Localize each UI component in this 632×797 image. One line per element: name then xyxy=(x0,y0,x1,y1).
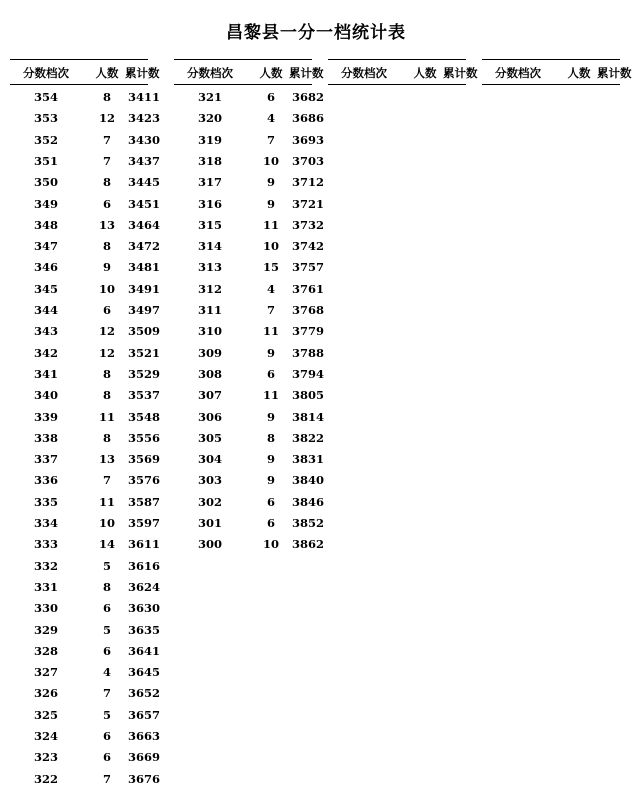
cell-cumulative: 3831 xyxy=(291,452,324,467)
cell-score: 324 xyxy=(33,729,58,743)
cell-count: 15 xyxy=(262,260,279,275)
cell-count: 12 xyxy=(98,324,115,339)
table-row xyxy=(10,345,160,367)
cell-score: 309 xyxy=(197,345,222,360)
table-row xyxy=(174,90,324,111)
cell-count: 8 xyxy=(102,579,111,594)
table-row xyxy=(10,153,160,175)
cell-cumulative: 3822 xyxy=(291,430,324,445)
cell-cumulative: 3616 xyxy=(127,558,160,573)
table-row xyxy=(10,750,160,771)
cell-score: 318 xyxy=(197,153,222,168)
cell-cumulative: 3611 xyxy=(127,537,160,552)
header-score: 分数档次 xyxy=(23,66,69,80)
cell-count: 8 xyxy=(102,175,111,190)
cell-score: 354 xyxy=(33,90,58,104)
cell-count: 8 xyxy=(102,90,111,104)
cell-cumulative: 3529 xyxy=(127,366,160,381)
cell-count: 11 xyxy=(98,409,115,424)
cell-count: 11 xyxy=(262,324,279,339)
table-row xyxy=(10,452,160,473)
cell-score: 307 xyxy=(197,388,222,403)
cell-count: 9 xyxy=(266,196,275,211)
cell-cumulative: 3669 xyxy=(127,750,160,765)
header-score: 分数档次 xyxy=(341,66,387,80)
table-row xyxy=(174,281,324,303)
cell-score: 314 xyxy=(197,239,222,254)
table-row xyxy=(10,281,160,303)
table-row xyxy=(174,430,324,452)
cell-score: 316 xyxy=(197,196,222,211)
table-header-rule xyxy=(328,84,466,85)
cell-cumulative: 3814 xyxy=(291,409,324,424)
header-cumulative: 累计数 xyxy=(289,66,324,80)
cell-cumulative: 3624 xyxy=(127,579,160,594)
cell-count: 7 xyxy=(102,473,111,488)
header-cumulative: 累计数 xyxy=(597,66,632,80)
cell-cumulative: 3676 xyxy=(127,771,160,786)
cell-count: 7 xyxy=(102,132,111,147)
cell-count: 8 xyxy=(266,430,275,445)
cell-count: 9 xyxy=(266,175,275,190)
cell-count: 11 xyxy=(98,494,115,509)
table-row xyxy=(10,239,160,260)
cell-count: 8 xyxy=(102,366,111,381)
header-score: 分数档次 xyxy=(187,66,233,80)
cell-score: 315 xyxy=(197,217,222,232)
header-count: 人数 xyxy=(95,66,119,80)
cell-count: 7 xyxy=(266,303,275,317)
cell-count: 13 xyxy=(98,217,115,232)
cell-score: 338 xyxy=(33,430,58,445)
cell-count: 6 xyxy=(102,196,111,211)
cell-cumulative: 3761 xyxy=(291,281,324,296)
cell-count: 6 xyxy=(266,516,275,530)
cell-score: 310 xyxy=(197,324,222,339)
cell-cumulative: 3445 xyxy=(127,175,160,190)
table-row xyxy=(174,409,324,431)
cell-cumulative: 3742 xyxy=(291,239,324,254)
cell-cumulative: 3693 xyxy=(291,132,324,147)
cell-cumulative: 3794 xyxy=(291,366,324,381)
table-row xyxy=(10,366,160,388)
cell-cumulative: 3682 xyxy=(291,90,324,104)
table-top-rule xyxy=(328,59,466,60)
cell-score: 335 xyxy=(33,494,58,509)
table-row xyxy=(10,303,160,324)
cell-cumulative: 3757 xyxy=(291,260,324,275)
table-top-rule xyxy=(174,59,312,60)
cell-cumulative: 3862 xyxy=(291,537,324,552)
table-row xyxy=(10,665,160,686)
cell-score: 302 xyxy=(197,494,222,509)
cell-cumulative: 3556 xyxy=(127,430,160,445)
cell-cumulative: 3537 xyxy=(127,388,160,403)
table-row xyxy=(174,260,324,281)
cell-count: 11 xyxy=(262,217,279,232)
cell-score: 346 xyxy=(33,260,58,275)
cell-count: 6 xyxy=(102,729,111,743)
table-row xyxy=(174,111,324,132)
table-top-rule xyxy=(482,59,620,60)
cell-count: 7 xyxy=(102,771,111,786)
cell-cumulative: 3587 xyxy=(127,494,160,509)
table-row xyxy=(174,494,324,516)
cell-count: 6 xyxy=(102,303,111,317)
cell-count: 14 xyxy=(98,537,115,552)
cell-cumulative: 3840 xyxy=(291,473,324,488)
cell-score: 306 xyxy=(197,409,222,424)
cell-count: 6 xyxy=(266,366,275,381)
table-row xyxy=(10,324,160,345)
cell-cumulative: 3509 xyxy=(127,324,160,339)
cell-cumulative: 3635 xyxy=(127,622,160,637)
cell-count: 12 xyxy=(98,111,115,126)
table-row xyxy=(10,132,160,154)
table-row xyxy=(10,494,160,516)
cell-cumulative: 3779 xyxy=(291,324,324,339)
table-row xyxy=(10,473,160,494)
cell-count: 4 xyxy=(266,281,275,296)
cell-cumulative: 3411 xyxy=(127,90,160,104)
header-score: 分数档次 xyxy=(495,66,541,80)
cell-score: 343 xyxy=(33,324,58,339)
cell-score: 322 xyxy=(33,771,58,786)
cell-score: 350 xyxy=(33,175,58,190)
cell-cumulative: 3686 xyxy=(291,111,324,126)
table-row xyxy=(174,366,324,388)
cell-count: 10 xyxy=(262,239,279,254)
cell-count: 4 xyxy=(102,665,111,680)
cell-score: 317 xyxy=(197,175,222,190)
cell-score: 337 xyxy=(33,452,58,467)
cell-cumulative: 3569 xyxy=(127,452,160,467)
cell-score: 320 xyxy=(197,111,222,126)
cell-cumulative: 3630 xyxy=(127,601,160,616)
cell-cumulative: 3430 xyxy=(127,132,160,147)
table-row xyxy=(10,771,160,793)
cell-cumulative: 3788 xyxy=(291,345,324,360)
cell-cumulative: 3472 xyxy=(127,239,160,254)
cell-count: 10 xyxy=(98,516,115,530)
table-row xyxy=(10,111,160,132)
cell-score: 330 xyxy=(33,601,58,616)
table-row xyxy=(10,196,160,218)
cell-score: 339 xyxy=(33,409,58,424)
cell-cumulative: 3645 xyxy=(127,665,160,680)
cell-score: 321 xyxy=(197,90,222,104)
table-row xyxy=(10,537,160,558)
cell-count: 4 xyxy=(266,111,275,126)
cell-cumulative: 3852 xyxy=(291,516,324,530)
page-title: 昌黎县一分一档统计表 xyxy=(226,23,406,43)
table-row xyxy=(174,324,324,345)
table-row xyxy=(174,345,324,367)
cell-score: 340 xyxy=(33,388,58,403)
cell-count: 9 xyxy=(266,409,275,424)
table-row xyxy=(174,473,324,494)
cell-cumulative: 3437 xyxy=(127,153,160,168)
cell-cumulative: 3703 xyxy=(291,153,324,168)
table-row xyxy=(10,707,160,729)
cell-count: 6 xyxy=(266,90,275,104)
cell-score: 319 xyxy=(197,132,222,147)
cell-score: 331 xyxy=(33,579,58,594)
table-row xyxy=(10,729,160,750)
cell-cumulative: 3491 xyxy=(127,281,160,296)
cell-score: 311 xyxy=(197,303,222,317)
cell-score: 326 xyxy=(33,686,58,701)
table-header-rule xyxy=(174,84,312,85)
table-row xyxy=(10,430,160,452)
cell-count: 6 xyxy=(102,643,111,658)
table-row xyxy=(10,516,160,537)
cell-cumulative: 3597 xyxy=(127,516,160,530)
table-row xyxy=(10,90,160,111)
cell-score: 303 xyxy=(197,473,222,488)
cell-score: 328 xyxy=(33,643,58,658)
cell-cumulative: 3521 xyxy=(127,345,160,360)
cell-count: 8 xyxy=(102,239,111,254)
cell-count: 5 xyxy=(102,707,111,722)
table-row xyxy=(10,579,160,601)
cell-score: 301 xyxy=(197,516,222,530)
cell-count: 6 xyxy=(102,601,111,616)
cell-count: 8 xyxy=(102,388,111,403)
table-row xyxy=(10,409,160,431)
cell-score: 329 xyxy=(33,622,58,637)
table-row xyxy=(174,537,324,558)
cell-count: 9 xyxy=(266,473,275,488)
cell-cumulative: 3548 xyxy=(127,409,160,424)
cell-score: 336 xyxy=(33,473,58,488)
cell-cumulative: 3481 xyxy=(127,260,160,275)
table-header-rule xyxy=(482,84,620,85)
cell-score: 352 xyxy=(33,132,58,147)
table-row xyxy=(10,686,160,707)
table-row xyxy=(10,558,160,580)
table-row xyxy=(174,175,324,196)
cell-score: 344 xyxy=(33,303,58,317)
cell-score: 345 xyxy=(33,281,58,296)
cell-count: 9 xyxy=(266,345,275,360)
cell-score: 308 xyxy=(197,366,222,381)
cell-cumulative: 3652 xyxy=(127,686,160,701)
cell-count: 6 xyxy=(102,750,111,765)
table-row xyxy=(174,239,324,260)
cell-score: 347 xyxy=(33,239,58,254)
cell-score: 325 xyxy=(33,707,58,722)
cell-count: 10 xyxy=(262,537,279,552)
table-row xyxy=(174,388,324,409)
cell-score: 327 xyxy=(33,665,58,680)
cell-cumulative: 3657 xyxy=(127,707,160,722)
cell-count: 9 xyxy=(266,452,275,467)
cell-score: 304 xyxy=(197,452,222,467)
cell-score: 341 xyxy=(33,366,58,381)
header-count: 人数 xyxy=(259,66,283,80)
cell-cumulative: 3805 xyxy=(291,388,324,403)
cell-score: 332 xyxy=(33,558,58,573)
cell-count: 10 xyxy=(262,153,279,168)
cell-count: 10 xyxy=(98,281,115,296)
table-row xyxy=(10,217,160,239)
cell-cumulative: 3423 xyxy=(127,111,160,126)
cell-score: 353 xyxy=(33,111,58,126)
cell-count: 7 xyxy=(266,132,275,147)
cell-count: 5 xyxy=(102,558,111,573)
cell-score: 333 xyxy=(33,537,58,552)
cell-score: 348 xyxy=(33,217,58,232)
cell-cumulative: 3846 xyxy=(291,494,324,509)
cell-score: 351 xyxy=(33,153,58,168)
cell-score: 349 xyxy=(33,196,58,211)
cell-count: 7 xyxy=(102,686,111,701)
header-count: 人数 xyxy=(567,66,591,80)
cell-score: 323 xyxy=(33,750,58,765)
table-row xyxy=(174,303,324,324)
cell-count: 11 xyxy=(262,388,279,403)
header-cumulative: 累计数 xyxy=(443,66,478,80)
table-row xyxy=(174,516,324,537)
cell-score: 312 xyxy=(197,281,222,296)
table-row xyxy=(10,260,160,281)
table-row xyxy=(174,132,324,154)
cell-count: 6 xyxy=(266,494,275,509)
table-row xyxy=(10,601,160,622)
table-header-rule xyxy=(10,84,148,85)
cell-cumulative: 3497 xyxy=(127,303,160,317)
cell-count: 13 xyxy=(98,452,115,467)
cell-cumulative: 3712 xyxy=(291,175,324,190)
table-row xyxy=(10,622,160,644)
cell-cumulative: 3663 xyxy=(127,729,160,743)
table-row xyxy=(10,643,160,665)
table-row xyxy=(174,217,324,239)
header-cumulative: 累计数 xyxy=(125,66,160,80)
table-row xyxy=(10,175,160,196)
header-count: 人数 xyxy=(413,66,437,80)
cell-count: 8 xyxy=(102,430,111,445)
cell-cumulative: 3768 xyxy=(291,303,324,317)
cell-count: 5 xyxy=(102,622,111,637)
table-top-rule xyxy=(10,59,148,60)
table-row xyxy=(10,388,160,409)
cell-count: 7 xyxy=(102,153,111,168)
cell-score: 342 xyxy=(33,345,58,360)
cell-count: 9 xyxy=(102,260,111,275)
cell-cumulative: 3732 xyxy=(291,217,324,232)
cell-cumulative: 3464 xyxy=(127,217,160,232)
table-row xyxy=(174,153,324,175)
cell-cumulative: 3721 xyxy=(291,196,324,211)
cell-score: 300 xyxy=(197,537,222,552)
cell-score: 334 xyxy=(33,516,58,530)
cell-cumulative: 3576 xyxy=(127,473,160,488)
table-row xyxy=(174,196,324,218)
cell-cumulative: 3451 xyxy=(127,196,160,211)
table-row xyxy=(174,452,324,473)
cell-score: 313 xyxy=(197,260,222,275)
cell-cumulative: 3641 xyxy=(127,643,160,658)
cell-score: 305 xyxy=(197,430,222,445)
cell-count: 12 xyxy=(98,345,115,360)
